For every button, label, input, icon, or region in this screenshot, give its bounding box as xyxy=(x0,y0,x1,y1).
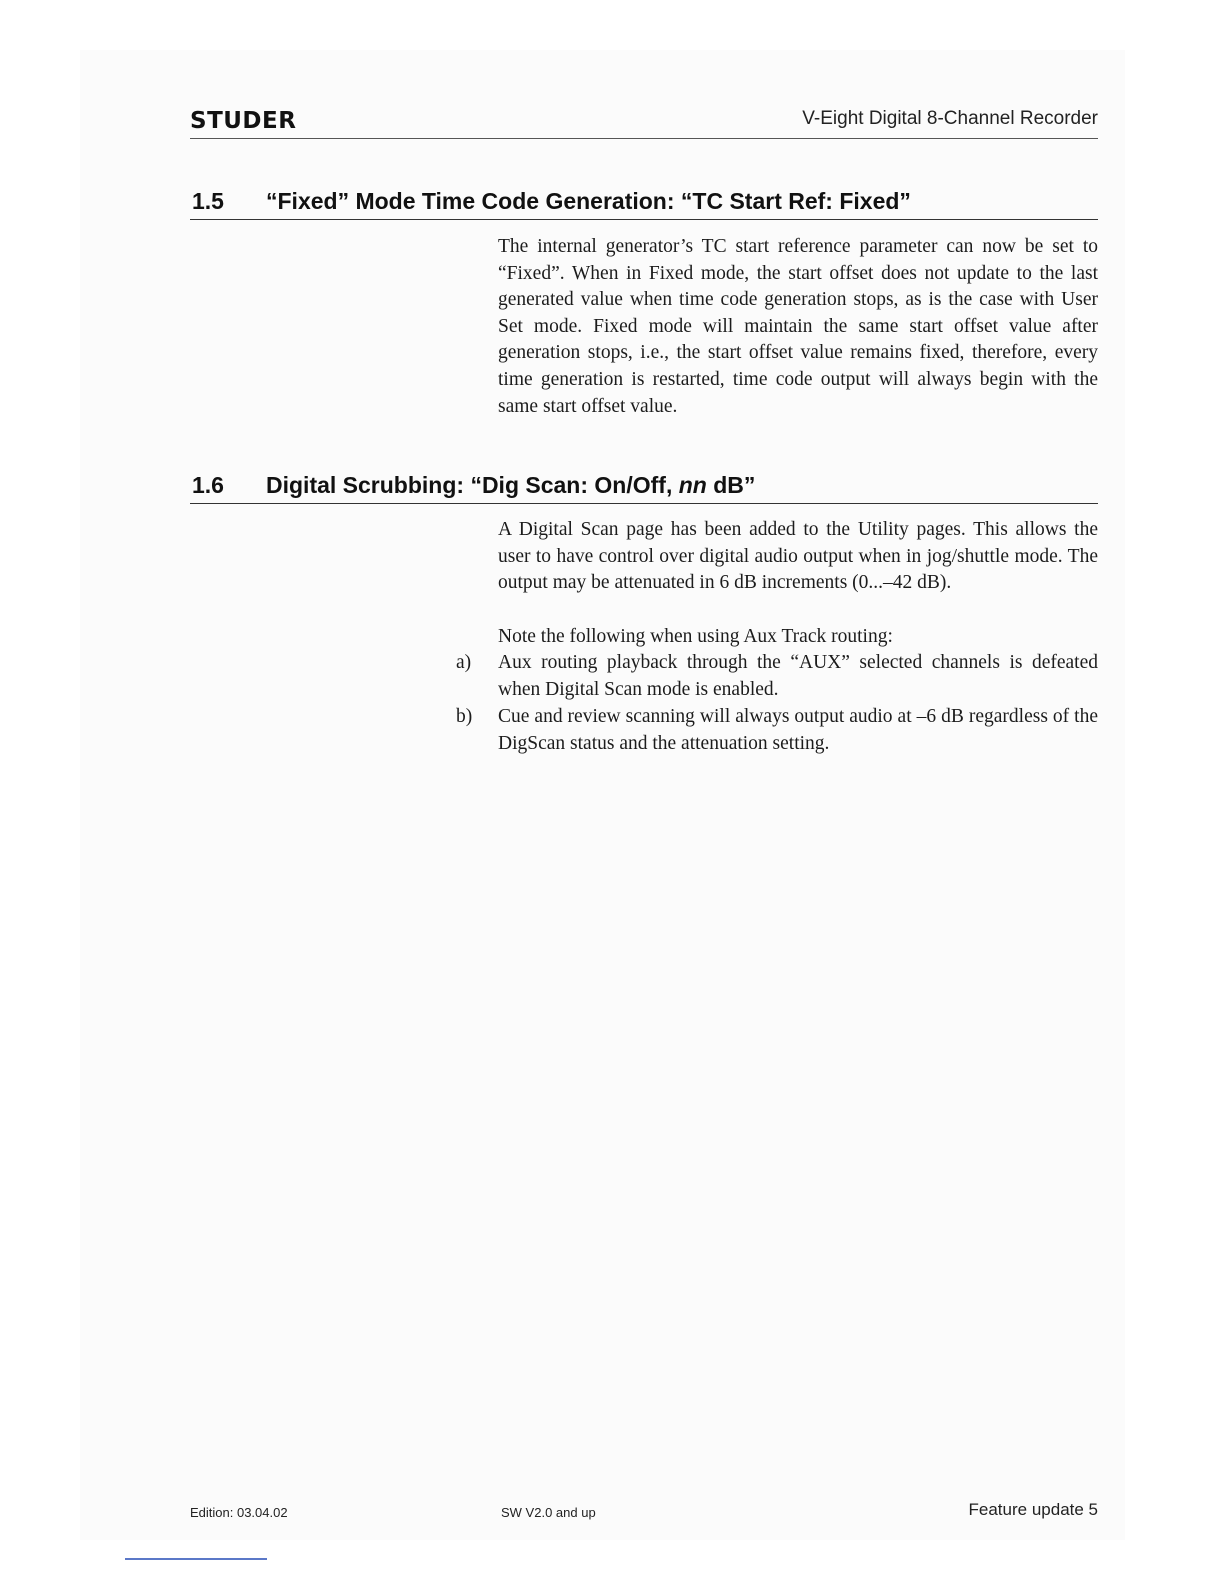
list-item-a xyxy=(456,650,1098,703)
section-paragraph: A Digital Scan page has been added to the Utility pages. This allows the user to have control over digital audio output when in jog/shuttle mode. The output may be attenuated in 6 dB increments (0...–42 dB). xyxy=(498,519,1098,594)
section-title: “Fixed” Mode Time Code Generation: “TC Start Ref: Fixed” xyxy=(266,188,911,214)
footer-edition: Edition: 03.04.02 xyxy=(190,1505,288,1520)
list-item-text: Aux routing playback through the “AUX” selected channels is defeated when Digital Scan mode is enabled. xyxy=(498,652,1098,700)
section-paragraph: The internal generator’s TC start reference parameter can now be set to “Fixed”. When in Fixed mode, the start offset does not update to the last generated value when time code generation stops, as is the case with User Set mode. Fixed mode will maintain the same start offset value after generation stops, i.e., the start offset value remains fixed, therefore, every time generation is restarted, time code output will always begin with the same start offset value. xyxy=(498,236,1098,417)
page-header xyxy=(190,106,1098,139)
section-heading-1-5 xyxy=(190,188,1098,220)
note-text: Note the following when using Aux Track routing: xyxy=(498,626,893,647)
section-number: 1.6 xyxy=(192,472,224,498)
section-title-suffix: dB” xyxy=(706,472,756,498)
list-marker: a) xyxy=(456,652,472,673)
footer-page-label: Feature update 5 xyxy=(968,1500,1098,1519)
list-item-text: Cue and review scanning will always output audio at –6 dB regardless of the DigScan status and the attenuation setting. xyxy=(498,706,1098,754)
section-title xyxy=(266,472,755,499)
section-1-5-body xyxy=(498,234,1098,420)
list-item-b xyxy=(456,704,1098,757)
section-number: 1.5 xyxy=(192,188,224,214)
section-1-6-body xyxy=(498,517,1098,597)
section-title-prefix: Digital Scrubbing: “Dig Scan: On/Off, xyxy=(266,472,679,498)
studer-logo: STUDER xyxy=(190,108,297,134)
section-heading-1-6 xyxy=(190,472,1098,504)
list-marker: b) xyxy=(456,706,473,727)
section-title-italic: nn xyxy=(678,472,707,498)
section-1-6-note xyxy=(498,624,1098,651)
bottom-rule xyxy=(125,1558,267,1560)
header-title: V-Eight Digital 8-Channel Recorder xyxy=(802,108,1098,129)
footer-software: SW V2.0 and up xyxy=(501,1505,596,1520)
